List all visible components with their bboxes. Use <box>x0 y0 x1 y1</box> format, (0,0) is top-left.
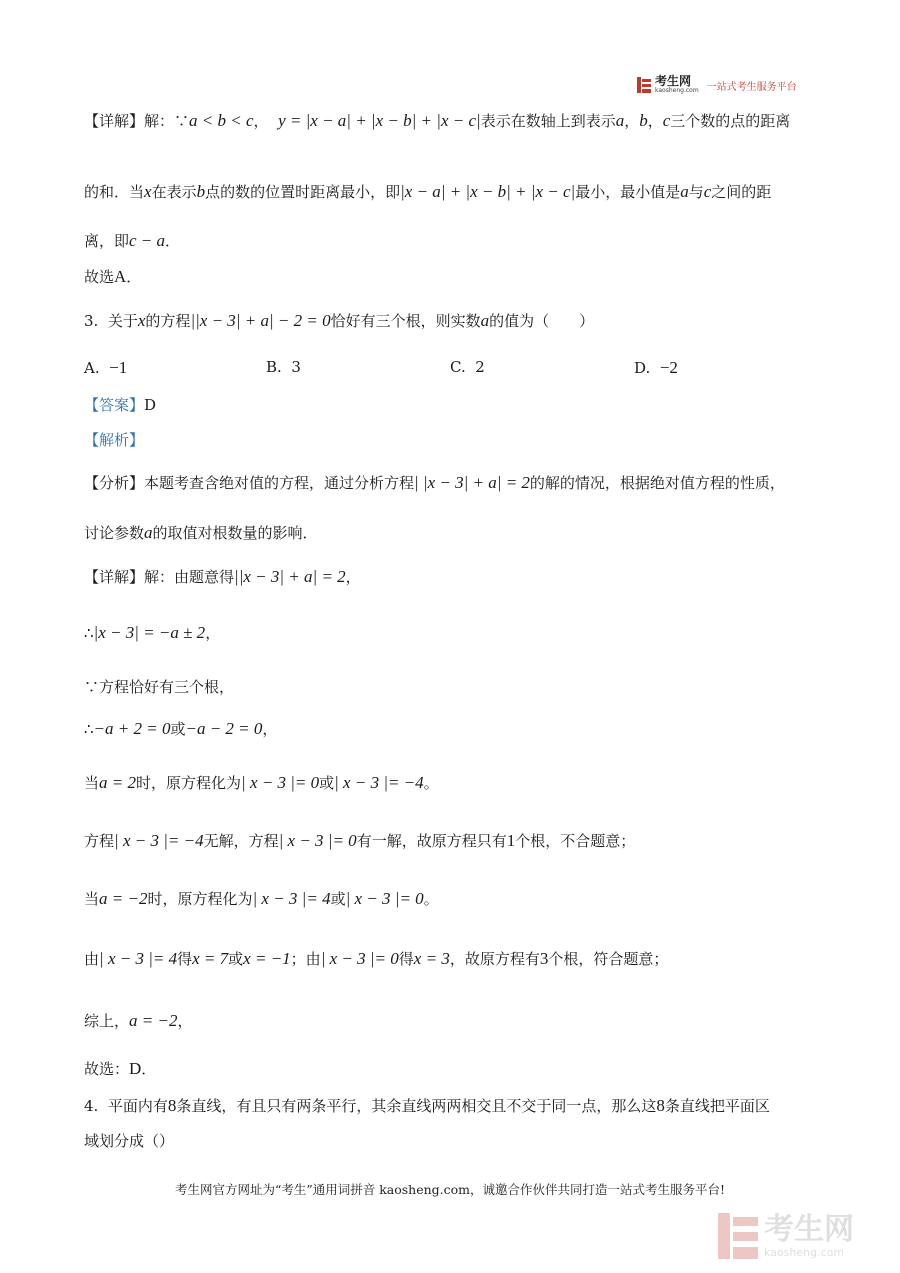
detail-paragraph-line-2: 的和．当x在表示b点的数的位置时距离最小，即|x − a| + |x − b| + |x − c|最小，最小值是a与c之间的距 <box>84 182 772 201</box>
option-c: C. 2 <box>450 358 485 376</box>
solution-line-9: 综上，a = −2， <box>84 1011 193 1030</box>
solution-line-2: ∴|x − 3| = −a ± 2， <box>84 623 221 642</box>
question-4-line-1: 4. 平面内有8条直线，有且只有两条平行，其余直线两两相交且不交于同一点，那么这8条直线把平面区 <box>84 1096 770 1115</box>
solution-line-1: 【详解】解：由题意得||x − 3| + a| = 2， <box>84 567 361 586</box>
header-slogan: 一站式考生服务平台 <box>706 81 797 93</box>
solution-line-7: 当a = −2时，原方程化为| x − 3 |= 4或| x − 3 |= 0。 <box>84 889 439 908</box>
detail-paragraph-line-1: 【详解】解：∵a < b < c， y = |x − a| + |x − b| + |x − c|表示在数轴上到表示a，b，c三个数的点的距离 <box>84 111 791 130</box>
option-d: D. −2 <box>634 358 678 377</box>
solution-line-3: ∵方程恰好有三个根， <box>84 678 235 696</box>
watermark <box>718 1213 854 1259</box>
answer-choice-line: 故选A． <box>84 267 142 286</box>
question-4-line-2: 域划分成（） <box>84 1132 175 1150</box>
analysis-line-1: 【分析】本题考查含绝对值的方程，通过分析方程| |x − 3| + a| = 2的解的情况，根据绝对值方程的性质， <box>84 473 785 492</box>
solution-line-8: 由| x − 3 |= 4得x = 7或x = −1；由| x − 3 |= 0得x = 3，故原方程有3个根，符合题意； <box>84 949 669 968</box>
solution-line-5: 当a = 2时，原方程化为| x − 3 |= 0或| x − 3 |= −4。 <box>84 773 439 792</box>
solution-line-4: ∴−a + 2 = 0或−a − 2 = 0， <box>84 719 278 738</box>
solution-choice-line: 故选：D． <box>84 1059 157 1078</box>
logo-brand: 考生网 <box>655 74 692 88</box>
logo-domain: kaosheng.com <box>655 87 699 94</box>
kaosheng-logo-icon <box>637 77 651 93</box>
solution-line-6: 方程| x − 3 |= −4无解，方程| x − 3 |= 0有一解，故原方程只有1个根，不合题意； <box>84 831 636 850</box>
header-logo <box>637 74 797 96</box>
question-3: 3. 关于x的方程||x − 3| + a| − 2 = 0恰好有三个根，则实数a的值为（ ） <box>84 311 595 330</box>
watermark-brand: 考生网 <box>764 1211 854 1247</box>
analysis-line-2: 讨论参数a的取值对根数量的影响． <box>84 523 318 542</box>
option-b: B. 3 <box>266 358 301 376</box>
analysis-tag: 【解析】 <box>84 431 145 449</box>
watermark-domain: kaosheng.com <box>764 1245 845 1259</box>
page-footer: 考生网官方网址为“考生”通用词拼音 kaosheng.com，诚邀合作伙伴共同打造一站式考生服务平台! <box>174 1182 726 1197</box>
detail-paragraph-line-3: 离，即c − a． <box>84 231 181 250</box>
option-a: A. −1 <box>84 358 128 377</box>
answer-line: 【答案】D <box>84 396 157 414</box>
kaosheng-watermark-icon <box>718 1213 758 1259</box>
answer-tag: 【答案】 <box>84 396 145 414</box>
